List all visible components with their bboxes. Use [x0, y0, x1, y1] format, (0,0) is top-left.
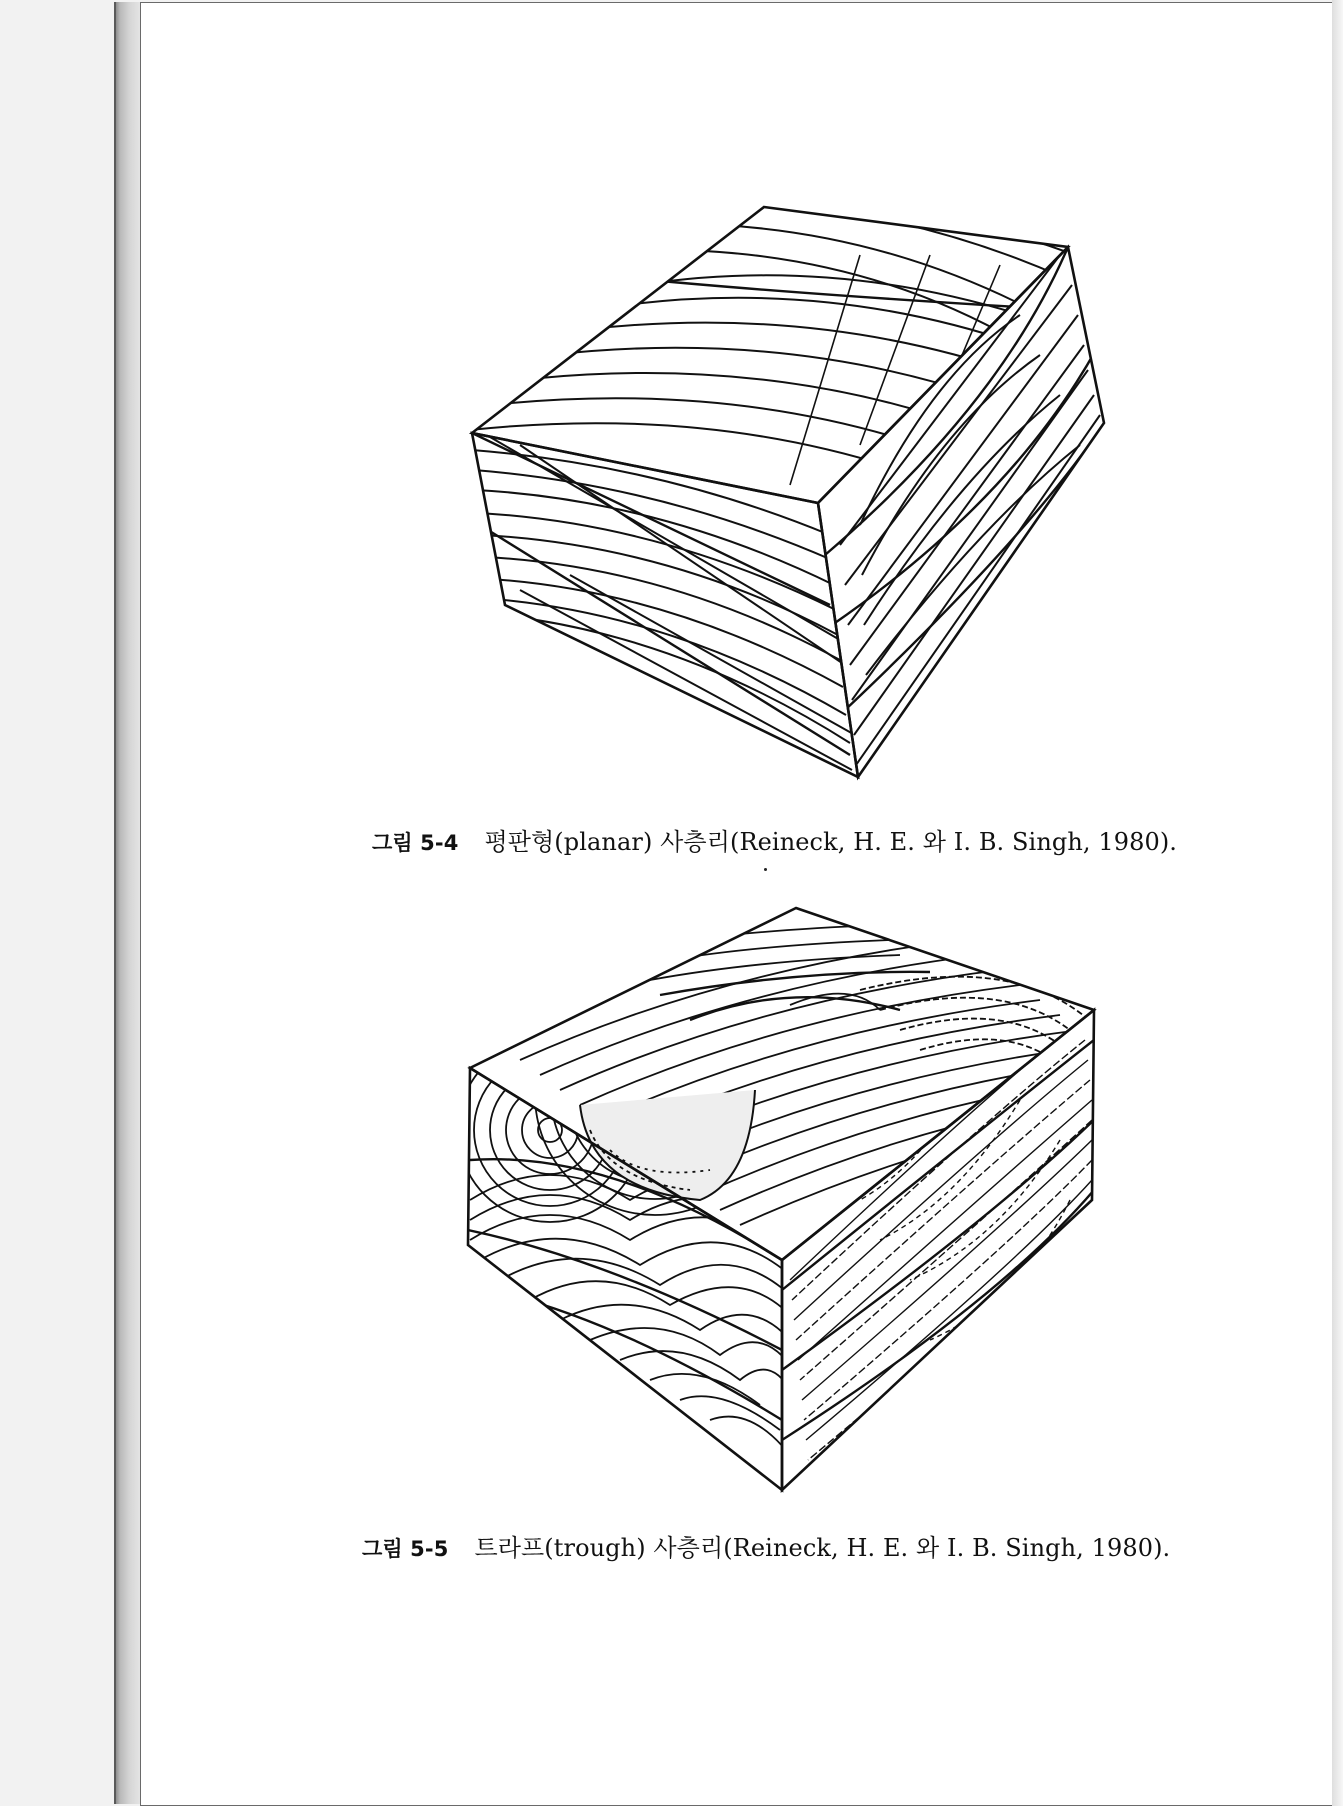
- caption-text: 평판형(planar) 사층리(Reineck, H. E. 와 I. B. Singh, 1980).: [484, 828, 1178, 856]
- print-speck: [764, 868, 767, 871]
- page-shadow: [1332, 0, 1343, 1806]
- figure-5-5-caption: [362, 1528, 1170, 1563]
- figure-trough-cross-bedding: [460, 900, 1110, 1500]
- trough-block-diagram: [460, 900, 1110, 1500]
- figure-5-4-caption: [372, 822, 1177, 857]
- figure-planar-cross-bedding: [460, 195, 1110, 795]
- planar-block-diagram: [460, 195, 1110, 795]
- figure-label: 그림 5-4: [372, 831, 459, 855]
- caption-text: 트라프(trough) 사층리(Reineck, H. E. 와 I. B. Singh, 1980).: [474, 1534, 1171, 1562]
- figure-label: 그림 5-5: [362, 1537, 449, 1561]
